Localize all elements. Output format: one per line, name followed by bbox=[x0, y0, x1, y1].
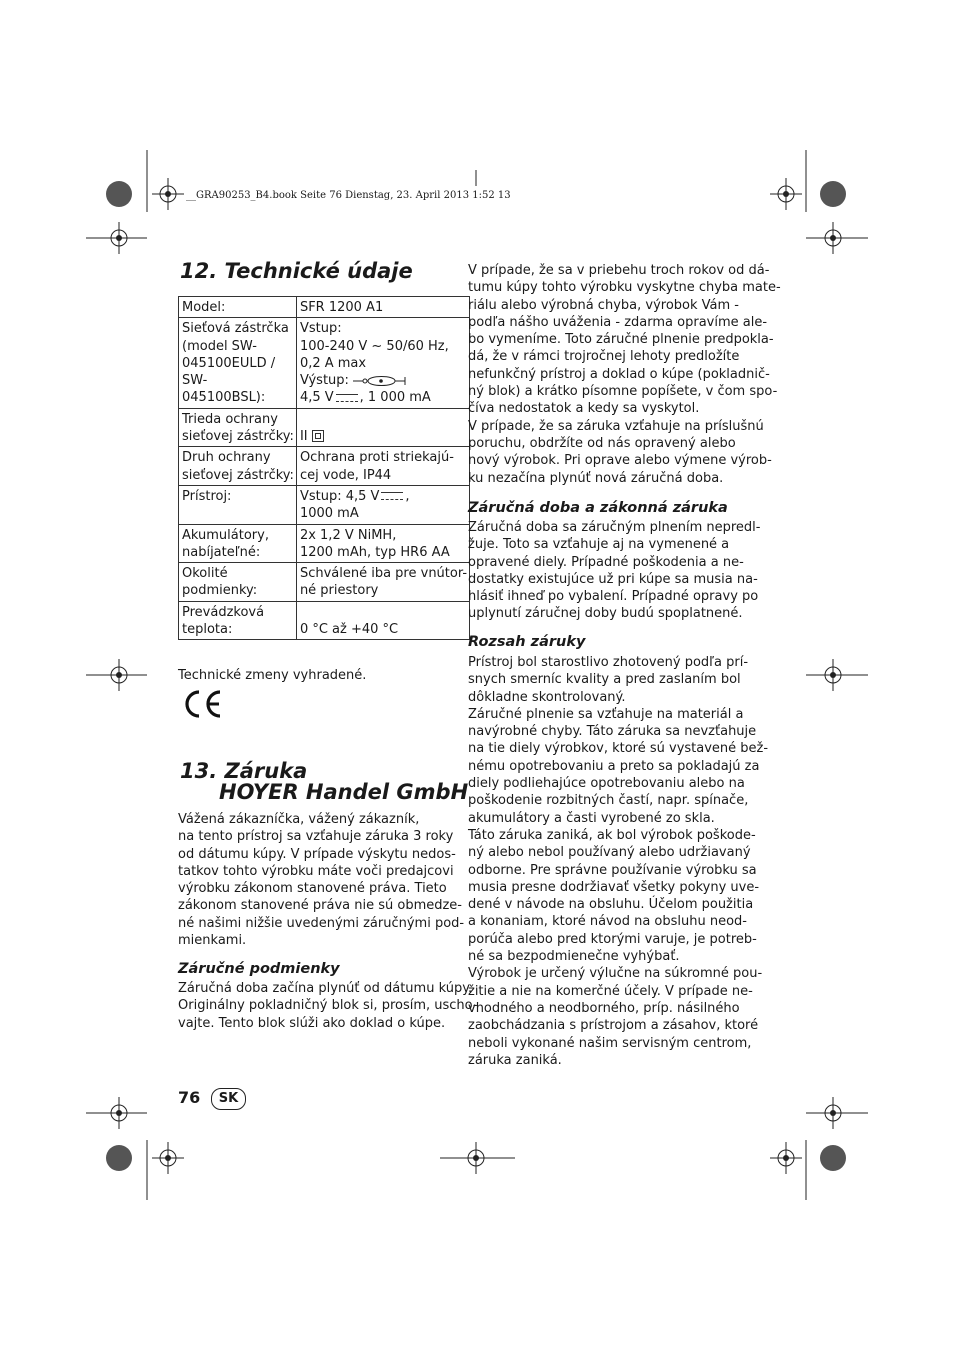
table-row: Prístroj: Vstup: 4,5 V , 1000 mA bbox=[179, 485, 470, 524]
section-12-title: 12. Technické údaje bbox=[180, 259, 413, 283]
table-row: Prevádzková teplota: 0 °C až +40 °C bbox=[179, 601, 470, 640]
dc-current-icon bbox=[336, 394, 358, 402]
warranty-conditions-text: Záručná doba začína plynúť od dátumu kúpy. Originálny pokladničný blok si, prosím, uscho- vajte. Tento blok slúži ako doklad o kúpe. bbox=[178, 981, 478, 1031]
warranty-para-3: Prístroj bol starostlivo zhotovený podľa prí- snych smerníc kvality a pred zaslaním bol dôkladne skontrolovaný. Záručné plnenie sa vzťahuje na materiál a navýrobné chyby. Táto záruka sa nevzťahuje na tie diely výrobkov, ktoré sú vystavené bež- nému opotrebovaniu a preto sa pokladajú za diely podliehajúce opotrebovaniu alebo na poškodenie rozbitných častí, napr. spínače, akumulátory a časti vyrobené zo skla. Táto záruka zaniká, ak bol výrobok poškode- ný alebo nebol používaný alebo udržiavaný odborne. Pre správne používanie výrobku sa musia presne dodržiavať všetky pokyny uve- dené v návode na obsluhu. Účelom použitia a konaniam, ktoré návod na obsluhu neod- porúča alebo pred ktorými varuje, je potreb- né sa bezpodmienečne vyhýbať. Výrobok je určený výlučne na súkromné pou- žitie a nie na komerčné účely. V prípade ne- vhodného a neodborného, príp. násilného zaobchádzania s prístrojom a zásahov, ktoré neboli vykonané našim servisným centrom, záruka zaniká. bbox=[468, 655, 769, 1068]
heading-warranty-scope: Rozsah záruky bbox=[468, 634, 586, 650]
language-badge: SK bbox=[211, 1088, 246, 1110]
table-row: Trieda ochrany sieťovej zástrčky: II bbox=[179, 408, 470, 447]
table-row: Sieťová zástrčka (model SW- 045100EULD / SW- 045100BSL): Vstup: 100-240 V ~ 50/60 Hz, 0,2 A max Výstup: 4,5 V , 1 000 mA bbox=[179, 318, 470, 408]
technical-note: Technické zmeny vyhradené. bbox=[178, 668, 367, 683]
protection-class-ii-icon bbox=[312, 430, 324, 442]
table-row: Akumulátory, nabíjateľné: 2x 1,2 V NiMH, 1200 mAh, typ HR6 AA bbox=[179, 524, 470, 563]
polarity-icon bbox=[353, 374, 409, 388]
print-header: __GRA90253_B4.book Seite 76 Dienstag, 23. April 2013 1:52 13 bbox=[186, 190, 511, 201]
heading-warranty-conditions: Záručné podmienky bbox=[178, 961, 340, 977]
table-row: Druh ochrany sieťovej zástrčky: Ochrana proti striekajú- cej vode, IP44 bbox=[179, 447, 470, 486]
section-13-subtitle: HOYER Handel GmbH bbox=[219, 780, 469, 804]
dc-current-icon bbox=[381, 492, 403, 500]
warranty-intro: Vážená zákazníčka, vážený zákazník, na tento prístroj sa vzťahuje záruka 3 roky od dátumu kúpy. V prípade výskytu nedos- tatkov tohto výrobku máte voči predajcovi výrobku zákonom stanovené práva. Tieto zákonom stanovené práva nie sú obmedze- né našimi nižšie uvedenými záručnými pod- mienkami. bbox=[178, 812, 465, 949]
heading-warranty-period: Záručná doba a zákonná záruka bbox=[468, 500, 728, 516]
section-13-title: 13. Záruka bbox=[180, 759, 308, 783]
page-number: 76 bbox=[178, 1088, 201, 1107]
ce-mark-icon bbox=[180, 688, 224, 720]
warranty-para-1: V prípade, že sa v priebehu troch rokov od dá- tumu kúpy tohto výrobku vyskytne chyba mate- riálu alebo výrobná chyba, výrobok Vám - podľa nášho uváženia - zdarma opravíme ale- bo vymeníme. Toto záručné plnenie predpokla- dá, že v rámci trojročnej lehoty predložíte nefunkčný prístroj a doklad o kúpe (pokladnič- ný blok) a krátko písomne popíšete, v čom spo- číva nedostatok a kedy sa vyskytol. V prípade, že sa záruka vzťahuje na príslušnú poruchu, obdržíte od nás opravený alebo nový výrobok. Pri oprave alebo výmene výrob- ku nezačína plynúť nová záručná doba. bbox=[468, 263, 781, 486]
table-row: Okolité podmienky: Schválené iba pre vnútor- né priestory bbox=[179, 563, 470, 602]
spec-table bbox=[178, 296, 470, 640]
table-row: Model: SFR 1200 A1 bbox=[179, 297, 470, 318]
warranty-para-2: Záručná doba sa záručným plnením nepredl- žuje. Toto sa vzťahuje aj na vymenené a opravené diely. Prípadné poškodenia a ne- dostatky existujúce už pri kúpe sa musia na- hlásiť ihneď po vybalení. Prípadné opravy po uplynutí záručnej doby budú spoplatnené. bbox=[468, 520, 761, 622]
